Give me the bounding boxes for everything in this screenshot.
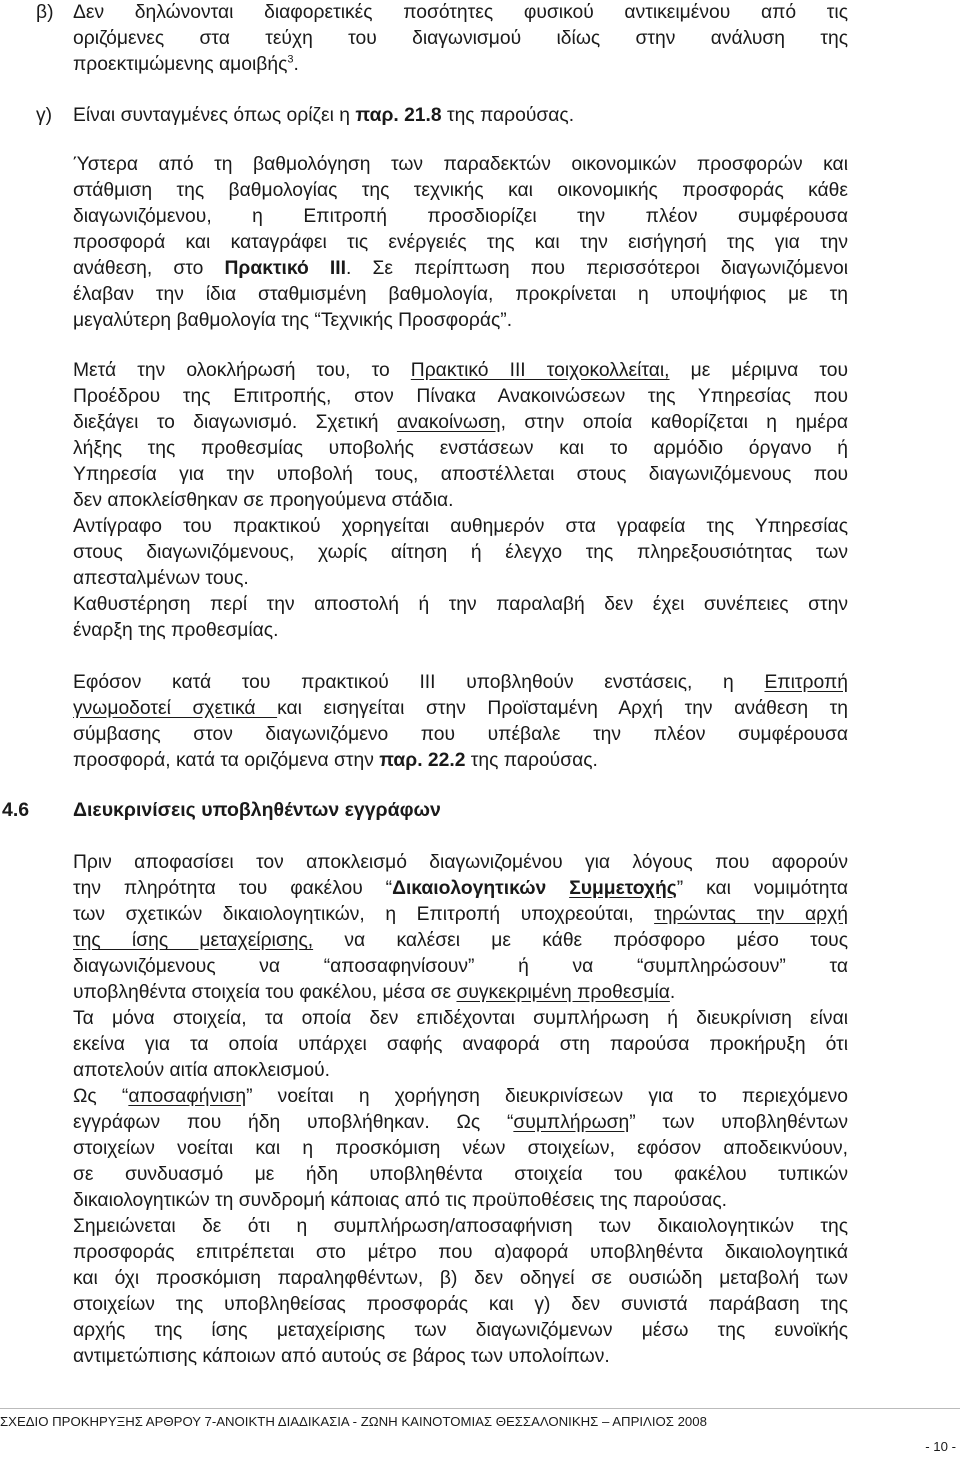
para4-line-2-a: την πληρότητα του φακέλου “ (73, 878, 393, 899)
para3-line-1 (73, 670, 848, 696)
para4-line-20: αντιμετώπισης κάποιων από αυτούς σε βάρος των υπολοίπων. (73, 1346, 610, 1367)
para3-line-4-b: της παρούσας. (465, 750, 598, 771)
para4-deadline-underline: συγκεκριμένη προθεσμία (456, 982, 670, 1003)
para2-line-6: δεν αποκλείσθηκαν σε προηγούμενα στάδια. (73, 490, 454, 511)
section-number: 4.6 (2, 799, 30, 821)
para4-line-10 (73, 1084, 848, 1110)
para2-announcement-underline: ανακοίνωση (396, 412, 501, 433)
item-c-text-a: Είναι συνταγμένες όπως ορίζει η (73, 105, 356, 126)
para2-line-9: απεσταλμένων τους. (73, 568, 249, 589)
para4-line-11 (73, 1110, 848, 1136)
para4-line-6 (73, 980, 848, 1006)
para4-clarification-underline: αποσαφήνιση (128, 1086, 247, 1107)
para3-line-4-a: προσφορά, κατά τα οριζόμενα στην (73, 750, 380, 771)
para4-participation-bold: Συμμετοχής (569, 878, 677, 899)
para4-line-13: σε συνδυασμό με ήδη υποβληθέντα στοιχεία του φακέλου τυπικών (73, 1164, 848, 1185)
para2-line-1-a: Μετά την ολοκλήρωσή του, το (73, 360, 411, 381)
para1-line-5-a: ανάθεση, στο (73, 258, 225, 279)
para4-line-5: διαγωνιζόμενους να “αποσαφηνίσουν” ή να “συμπληρώσουν” τα (73, 956, 848, 977)
footnote-ref[interactable]: 3 (287, 53, 294, 66)
para2-line-3 (73, 410, 848, 436)
para4-line-18: στοιχείων της υποβληθείσας προσφοράς και γ) δεν συνιστά παράβαση της (73, 1294, 848, 1315)
para4-line-3 (73, 902, 848, 928)
item-c-line (73, 103, 848, 129)
para1-line-3: διαγωνιζόμενου, η Επιτροπή προσδιορίζει την πλέον συμφέρουσα (73, 206, 848, 227)
para2-line-1 (73, 358, 848, 384)
footer-text: ΣΧΕΔΙΟ ΠΡΟΚΗΡΥΞΗΣ ΑΡΘΡΟΥ 7-ΑΝΟΙΚΤΗ ΔΙΑΔΙΚΑΣΙΑ - ΖΩΝΗ ΚΑΙΝΟΤΟΜΙΑΣ ΘΕΣΣΑΛΟΝΙΚΗΣ – ΑΠΡΙΛΙΟΣ 2008 (0, 1414, 707, 1429)
item-c-text-b: της παρούσας. (441, 105, 575, 126)
page-number: - 10 - (925, 1439, 956, 1454)
para4-line-10-b: ” νοείται η χορήγηση διευκρινίσεων για το περιεχόμενο (246, 1086, 849, 1107)
para3-opinion-underline: γνωμοδοτεί σχετικά (73, 698, 278, 719)
section-title: Διευκρινίσεις υποβληθέντων εγγράφων (73, 799, 441, 821)
para1-line-6: έλαβαν την ίδια σταθμισμένη βαθμολογία, προκρίνεται η υποψήφιος με τη (73, 284, 848, 305)
para4-line-9: αποτελούν αιτία αποκλεισμού. (73, 1060, 330, 1081)
para4-line-16: προσφοράς επιτρέπεται στο μέτρο που α)αφορά υποβληθέντα δικαιολογητικά (73, 1242, 848, 1263)
para3-line-2-b: και εισηγείται στην Προϊσταμένη Αρχή την ανάθεση τη (277, 698, 848, 719)
para4-line-15: Σημειώνεται δε ότι η συμπλήρωση/αποσαφήνιση των δικαιολογητικών της (73, 1216, 848, 1237)
para4-line-4-b: να καλέσει με κάθε πρόσφορο μέσο τους (313, 930, 848, 951)
para4-line-12: στοιχείων νοείται και η προσκόμιση νέων στοιχείων, εφόσον αποδεικνύουν, (73, 1138, 848, 1159)
para2-line-10: Καθυστέρηση περί την αποστολή ή την παραλαβή δεν έχει συνέπειες στην (73, 594, 848, 615)
para2-line-7: Αντίγραφο του πρακτικού χορηγείται αυθημερόν στα γραφεία της Υπηρεσίας (73, 516, 848, 537)
para2-line-11: έναρξη της προθεσμίας. (73, 620, 279, 641)
para2-line-8: στους διαγωνιζόμενους, χωρίς αίτηση ή έλεγχο της πληρεξουσιότητας των (73, 542, 848, 563)
para1-line-7: μεγαλύτερη βαθμολογία της “Τεχνικής Προσφοράς”. (73, 310, 513, 331)
item-b-line-3 (73, 52, 848, 78)
para3-line-3: σύμβασης στον διαγωνιζόμενο που υπέβαλε την πλέον συμφέρουσα (73, 724, 848, 745)
para4-supplement-underline: συμπλήρωση (513, 1112, 630, 1133)
item-c-ref: παρ. 21.8 (355, 105, 442, 126)
para1-line-1: Ύστερα από τη βαθμολόγηση των παραδεκτών οικονομικών προσφορών και (73, 154, 848, 175)
para1-line-2: στάθμιση της βαθμολογίας της τεχνικής και οικονομικής προσφοράς κάθε (73, 180, 848, 201)
para4-line-6-b: . (669, 982, 676, 1003)
para3-ref: παρ. 22.2 (379, 750, 466, 771)
para4-line-2 (73, 876, 848, 902)
para3-committee-underline: Επιτροπή (764, 672, 848, 693)
para2-praktiko-underline: Πρακτικό ΙΙΙ τοιχοκολλείται, (410, 360, 670, 381)
para4-principle-underline: τηρώντας την αρχή (654, 904, 848, 925)
para4-line-7: Τα μόνα στοιχεία, τα οποία δεν επιδέχονται συμπλήρωση ή διευκρίνιση είναι (73, 1008, 848, 1029)
para4-line-11-b: ” των υποβληθέντων (629, 1112, 848, 1133)
para2-line-3-b: , στην οποία καθορίζεται η ημέρα (500, 412, 848, 433)
para4-line-2-d: ” και νομιμότητα (676, 878, 849, 899)
para4-line-1: Πριν αποφασίσει τον αποκλεισμό διαγωνιζομένου για λόγους που αφορούν (73, 852, 848, 873)
para4-docs-bold: Δικαιολογητικών (392, 878, 547, 899)
para4-line-10-a: Ως “ (73, 1086, 129, 1107)
item-b-line-1: Δεν δηλώνονται διαφορετικές ποσότητες φυσικού αντικειμένου από τις (73, 2, 848, 23)
para2-line-1-b: με μέριμνα του (669, 360, 849, 381)
item-b-line-2: οριζόμενες στα τεύχη του διαγωνισμού ιδίως στην ανάλυση της (73, 28, 848, 49)
list-marker-c: γ) (36, 105, 53, 126)
para4-line-4 (73, 928, 848, 954)
para4-line-14: δικαιολογητικών τη συνδρομή κάποιας από τις προϋποθέσεις της παρούσας. (73, 1190, 727, 1211)
para1-line-5-b: . Σε περίπτωση που περισσότεροι διαγωνιζόμενοι (346, 258, 848, 279)
para2-line-3-a: διεξάγει το διαγωνισμό. Σχετική (73, 412, 397, 433)
para1-praktiko-ref: Πρακτικό ΙΙΙ (224, 258, 346, 279)
para3-line-2 (73, 696, 848, 722)
para4-equal-treatment-underline: της ίσης μεταχείρισης, (73, 930, 314, 951)
para1-line-5 (73, 256, 848, 282)
para2-line-4: λήξης της προθεσμίας υποβολής ενστάσεων και το αρμόδιο όργανο ή (73, 438, 848, 459)
item-b-line-3-text: προεκτιμώμενης αμοιβής (73, 54, 288, 75)
para4-line-8: εκείνα για τα οποία υπάρχει σαφής αναφορά στη παρούσα προκήρυξη ότι (73, 1034, 848, 1055)
footer-divider (0, 1408, 960, 1409)
para4-line-17: και όχι προσκόμιση παραληφθέντων, β) δεν οδηγεί σε ουσιώδη μεταβολή των (73, 1268, 848, 1289)
list-marker-b: β) (36, 2, 54, 23)
para2-line-2: Προέδρου της Επιτροπής, στον Πίνακα Ανακοινώσεων της Υπηρεσίας που (73, 386, 848, 407)
para4-line-19: αρχής της ίσης μεταχείρισης των διαγωνιζόμενων μέσω της ευνοϊκής (73, 1320, 848, 1341)
para3-line-4 (73, 748, 848, 774)
para4-line-3-a: των σχετικών δικαιολογητικών, η Επιτροπή υποχρεούται, (73, 904, 655, 925)
para4-line-2-space (546, 878, 569, 899)
item-b-line-3-tail: . (293, 54, 299, 75)
para1-line-4: προσφορά και καταγράφει τις ενέργειές της και την εισήγησή της για την (73, 232, 848, 253)
para3-line-1-a: Εφόσον κατά του πρακτικού ΙΙΙ υποβληθούν ενστάσεις, η (73, 672, 765, 693)
para4-line-6-a: υποβληθέντα στοιχεία του φακέλου, μέσα σε (73, 982, 457, 1003)
para4-line-11-a: εγγράφων που ήδη υποβλήθηκαν. Ως “ (73, 1112, 514, 1133)
para2-line-5: Υπηρεσία για την υποβολή τους, αποστέλλεται στους διαγωνιζόμενους που (73, 464, 848, 485)
